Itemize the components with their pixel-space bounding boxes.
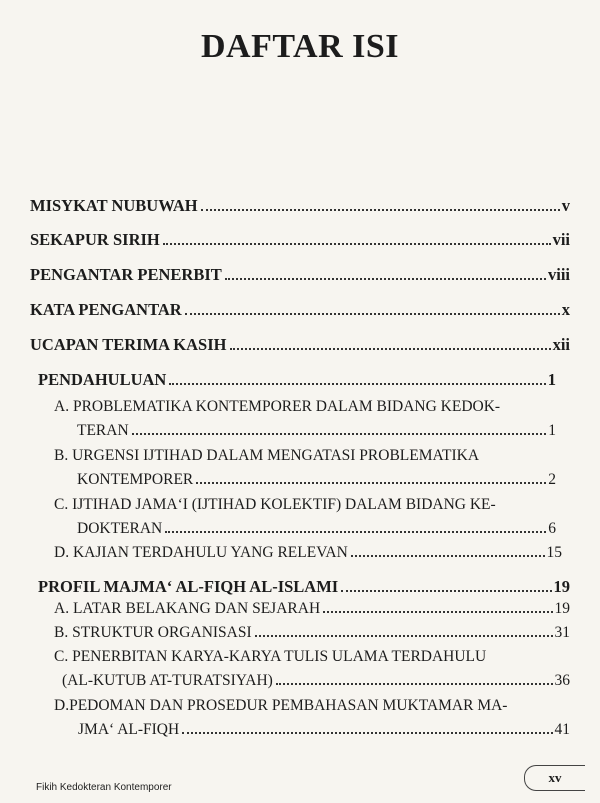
toc-entry-label: TERAN xyxy=(77,422,129,439)
toc-entry-page: 2 xyxy=(548,471,556,488)
leader-dots xyxy=(163,243,551,245)
toc-entry-label: PENGANTAR PENERBIT xyxy=(30,265,222,284)
toc-entry-label: KONTEMPORER xyxy=(77,471,194,488)
toc-entry-profil-majma[interactable] xyxy=(38,577,570,597)
leader-dots xyxy=(182,732,552,734)
toc-subentry-pedoman-prosedur[interactable] xyxy=(78,721,570,739)
leader-dots xyxy=(132,433,547,435)
toc-entry-ucapan-terima-kasih[interactable] xyxy=(30,335,570,355)
leader-dots xyxy=(351,555,545,557)
toc-entry-kata-pengantar[interactable] xyxy=(30,300,570,320)
leader-dots xyxy=(169,383,545,385)
toc-entry-label: UCAPAN TERIMA KASIH xyxy=(30,335,227,354)
toc-subentry-line: A. PROBLEMATIKA KONTEMPORER DALAM BIDANG KEDOK- xyxy=(54,398,501,415)
toc-entry-label: MISYKAT NUBUWAH xyxy=(30,196,198,215)
toc-entry-label: B. STRUKTUR ORGANISASI xyxy=(54,624,252,641)
toc-entry-page: 36 xyxy=(554,672,570,689)
toc-entry-page: 31 xyxy=(554,624,570,641)
toc-entry-label: PENDAHULUAN xyxy=(38,370,167,389)
toc-entry-label: PROFIL MAJMA‘ AL-FIQH AL-ISLAMI xyxy=(38,577,339,596)
toc-subentry-ijtihad-jamai[interactable] xyxy=(77,520,556,538)
toc-subentry-line: C. PENERBITAN KARYA-KARYA TULIS ULAMA TERDAHULU xyxy=(54,648,487,665)
leader-dots xyxy=(341,590,551,592)
toc-entry-page: vii xyxy=(552,230,570,249)
toc-entry-page: viii xyxy=(547,265,570,284)
leader-dots xyxy=(225,278,546,280)
toc-entry-label: D. KAJIAN TERDAHULU YANG RELEVAN xyxy=(54,544,348,561)
toc-entry-page: 1 xyxy=(548,422,556,439)
toc-entry-sekapur-sirih[interactable] xyxy=(30,230,570,250)
toc-subentry-urgensi-ijtihad[interactable] xyxy=(77,471,556,489)
toc-entry-label: SEKAPUR SIRIH xyxy=(30,230,160,249)
toc-subentry-kajian-terdahulu[interactable] xyxy=(54,544,562,562)
leader-dots xyxy=(230,348,551,350)
toc-entry-page: 6 xyxy=(548,520,556,537)
leader-dots xyxy=(185,313,560,315)
toc-entry-page: 41 xyxy=(554,721,570,738)
toc-entry-label: DOKTERAN xyxy=(77,520,163,537)
toc-entry-page: 19 xyxy=(553,577,570,596)
toc-subentry-line: D.PEDOMAN DAN PROSEDUR PEMBAHASAN MUKTAMAR MA- xyxy=(54,697,508,714)
toc-entry-misykat[interactable] xyxy=(30,196,570,216)
toc-entry-label: JMA‘ AL-FIQH xyxy=(78,721,180,738)
toc-subentry-line: C. IJTIHAD JAMA‘I (IJTIHAD KOLEKTIF) DALAM BIDANG KE- xyxy=(54,496,496,513)
page-title: DAFTAR ISI xyxy=(200,28,399,65)
toc-entry-page: 15 xyxy=(546,544,562,561)
toc-entry-page: 1 xyxy=(547,370,556,389)
leader-dots xyxy=(165,531,546,533)
toc-entry-label: (AL-KUTUB AT-TURATSIYAH) xyxy=(62,672,273,689)
toc-entry-pengantar-penerbit[interactable] xyxy=(30,265,570,285)
toc-entry-page: xii xyxy=(552,335,570,354)
toc-subentry-latar-belakang[interactable] xyxy=(54,600,570,618)
footer-book-title: Fikih Kedokteran Kontemporer xyxy=(36,782,172,793)
toc-subentry-penerbitan-karya[interactable] xyxy=(62,672,570,690)
toc-subentry-line: B. URGENSI IJTIHAD DALAM MENGATASI PROBLEMATIKA xyxy=(54,447,480,464)
leader-dots xyxy=(196,482,546,484)
leader-dots xyxy=(276,683,553,685)
toc-entry-pendahuluan[interactable] xyxy=(38,370,556,390)
toc-subentry-struktur-organisasi[interactable] xyxy=(54,624,570,642)
toc-entry-label: A. LATAR BELAKANG DAN SEJARAH xyxy=(54,600,321,617)
footer-page-number: xv xyxy=(524,765,585,791)
leader-dots xyxy=(201,209,560,211)
toc-entry-label: KATA PENGANTAR xyxy=(30,300,182,319)
toc-subentry-problematika[interactable] xyxy=(77,422,556,440)
toc-entry-page: v xyxy=(561,196,570,215)
leader-dots xyxy=(323,611,552,613)
leader-dots xyxy=(255,635,553,637)
toc-entry-page: 19 xyxy=(554,600,570,617)
toc-entry-page: x xyxy=(561,300,570,319)
